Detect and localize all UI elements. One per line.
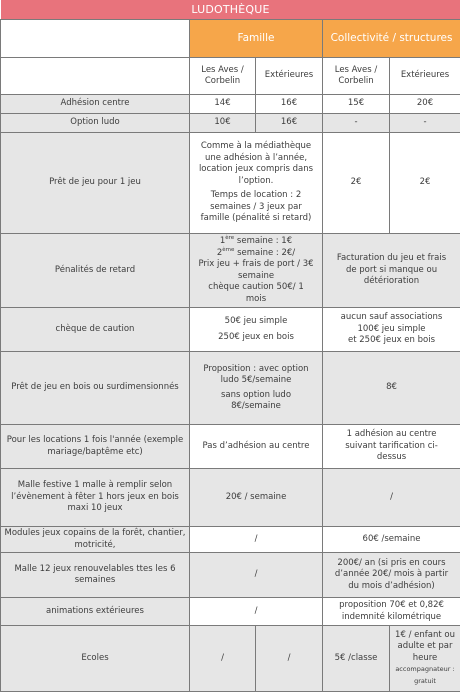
ecoles-cell: / [190, 626, 256, 692]
locations-collectivite-cell: 1 adhésion au centre suivant tarification ci-dessus [323, 425, 460, 469]
row-label: Ecoles [1, 626, 190, 692]
price-cell: 15€ [323, 95, 390, 114]
price-cell: 2€ [323, 133, 390, 234]
penalite-line-2 [198, 248, 314, 260]
ecoles-tarif-note: accompagnateur : gratuit [392, 664, 458, 687]
row-label: Prêt de jeu en bois ou surdimensionnés [1, 352, 190, 425]
penalite-1-text: semaine : 1€ [234, 236, 292, 246]
cheque-famille-line-2: 250€ jeux en bois [192, 332, 320, 344]
malle-festive-collectivite-cell: / [323, 469, 460, 527]
animations-famille-cell: / [190, 598, 323, 626]
price-cell: 8€ [323, 352, 460, 425]
row-penalites [1, 234, 460, 308]
subheader-famille-les-aves: Les Aves / Corbelin [190, 58, 256, 95]
row-modules [1, 527, 460, 553]
penalite-1-suffix: ère [225, 235, 234, 241]
price-cell: 10€ [190, 114, 256, 133]
penalites-collectivite-cell: Facturation du jeu et frais de port si manque ou détérioration [323, 234, 460, 308]
penalite-line-3: Prix jeu + frais de port / 3€ semaine [198, 259, 314, 282]
row-option-ludo [1, 114, 460, 133]
bois-famille-cell [190, 352, 323, 425]
modules-famille-cell: / [190, 527, 323, 553]
row-label: Option ludo [1, 114, 190, 133]
subheader-collectivite-les-aves: Les Aves / Corbelin [323, 58, 390, 95]
row-malle-festive [1, 469, 460, 527]
row-label: Pénalités de retard [1, 234, 190, 308]
cheque-collectivite-cell [323, 308, 460, 352]
penalite-line-1 [198, 236, 314, 248]
row-adhesion [1, 95, 460, 114]
row-label: Pour les locations 1 fois l'année (exemple mariage/baptême etc) [1, 425, 190, 469]
row-malle-12-jeux [1, 553, 460, 598]
group-header-row [1, 20, 460, 58]
row-label: animations extérieures [1, 598, 190, 626]
ecoles-tarif-main: 1€ / enfant ou adulte et par heure [392, 630, 458, 665]
subheader-collectivite-exterieures: Extérieures [390, 58, 460, 95]
row-jeux-bois [1, 352, 460, 425]
malle-festive-famille-cell: 20€ / semaine [190, 469, 323, 527]
row-animations [1, 598, 460, 626]
penalite-2-text: semaine : 2€/ [234, 248, 295, 258]
row-pret [1, 133, 460, 234]
subheader-famille-exterieures: Extérieures [256, 58, 323, 95]
bois-famille-line-1: Proposition : avec option ludo 5€/semaine [198, 364, 314, 387]
page-title: LUDOTHÈQUE [1, 0, 460, 20]
penalite-1-number: 1 [220, 236, 225, 246]
row-label: Adhésion centre [1, 95, 190, 114]
ecoles-cell: 5€ /classe [323, 626, 390, 692]
cheque-famille-cell [190, 308, 323, 352]
malle12-famille-cell: / [190, 553, 323, 598]
row-cheque-caution [1, 308, 460, 352]
cheque-famille-line-1: 50€ jeu simple [192, 316, 320, 328]
penalite-2-number: 2 [217, 248, 222, 258]
bois-famille-line-2: sans option ludo 8€/semaine [198, 390, 314, 413]
animations-collectivite-cell: proposition 70€ et 0,82€ indemnité kilométrique [323, 598, 460, 626]
sub-header-blank-cell [1, 58, 190, 95]
cheque-collectivite-line-3: et 250€ jeux en bois [325, 335, 458, 347]
row-ecoles [1, 626, 460, 692]
cheque-collectivite-line-1: aucun sauf associations [325, 312, 458, 324]
price-cell: 16€ [256, 114, 323, 133]
ecoles-tarif-cell [390, 626, 460, 692]
price-cell: 16€ [256, 95, 323, 114]
row-label: Malle 12 jeux renouvelables ttes les 6 semaines [1, 553, 190, 598]
price-cell: 2€ [390, 133, 460, 234]
row-label: Modules jeux copains de la forêt, chantier, motricité, [1, 527, 190, 553]
locations-famille-cell: Pas d’adhésion au centre [190, 425, 323, 469]
row-label: Prêt de jeu pour 1 jeu [1, 133, 190, 234]
penalite-2-suffix: ème [222, 247, 234, 253]
header-blank-cell [1, 20, 190, 58]
price-cell: 14€ [190, 95, 256, 114]
price-cell: 20€ [390, 95, 460, 114]
row-label: chèque de caution [1, 308, 190, 352]
row-label: Malle festive 1 malle à remplir selon l’évènement à fêter 1 hors jeux en bois maxi 10 jeux [1, 469, 190, 527]
penalite-line-4: chèque caution 50€/ 1 mois [198, 282, 314, 305]
modules-collectivite-cell: 60€ /semaine [323, 527, 460, 553]
title-row [1, 0, 460, 20]
header-collectivite: Collectivité / structures [323, 20, 460, 58]
cheque-collectivite-line-2: 100€ jeu simple [325, 324, 458, 336]
sub-header-row [1, 58, 460, 95]
pret-famille-text-1: Comme à la médiathèque une adhésion à l’année, location jeux compris dans l’option. [198, 141, 314, 187]
malle12-collectivite-cell: 200€/ an (si pris en cours d’année 20€/ mois à partir du mois d’adhésion) [323, 553, 460, 598]
pret-famille-text-2: Temps de location : 2 semaines / 3 jeux par famille (pénalité si retard) [198, 190, 314, 225]
header-famille: Famille [190, 20, 323, 58]
penalites-famille-cell [190, 234, 323, 308]
price-cell: - [390, 114, 460, 133]
ecoles-cell: / [256, 626, 323, 692]
pret-famille-cell [190, 133, 323, 234]
price-cell: - [323, 114, 390, 133]
row-locations [1, 425, 460, 469]
